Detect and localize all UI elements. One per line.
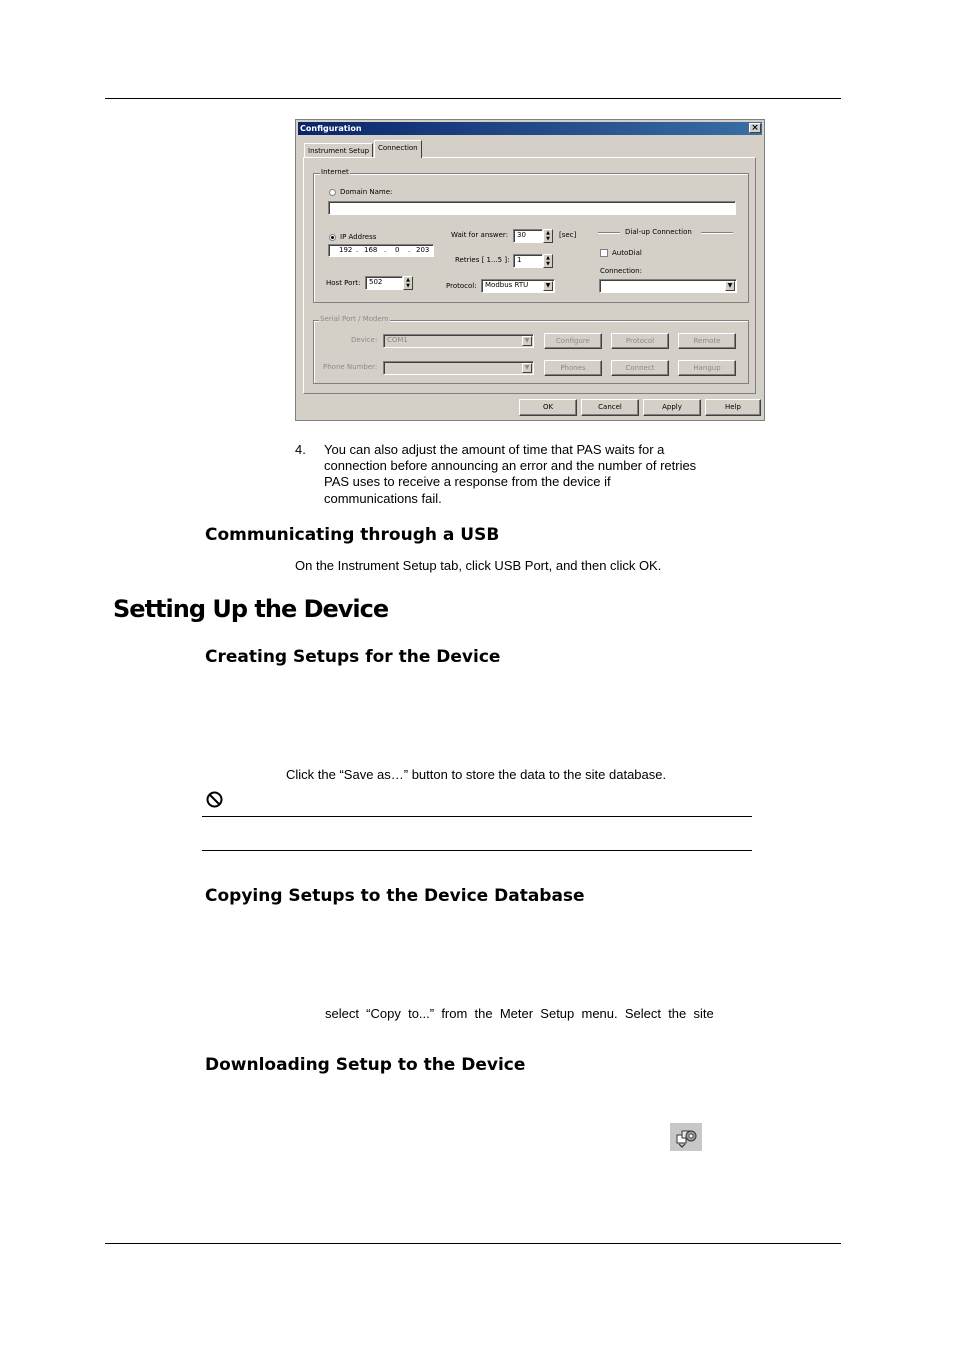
phones-button: Phones: [544, 360, 602, 376]
chevron-down-icon[interactable]: ▼: [725, 281, 735, 291]
apply-button[interactable]: Apply: [643, 399, 701, 416]
protocol-value: Modbus RTU: [485, 281, 529, 289]
dialog-title-bar: [298, 122, 762, 135]
host-port-field[interactable]: 502: [365, 276, 403, 290]
phone-number-label: Phone Number:: [323, 363, 378, 371]
step4-line-2: connection before announcing an error and the number of retries: [324, 458, 697, 473]
help-button[interactable]: Help: [705, 399, 761, 416]
ip-address-radio[interactable]: [329, 234, 336, 241]
creating-text: Click the “Save as…” button to store the data to the site database.: [286, 767, 667, 782]
tab-instrument-setup[interactable]: Instrument Setup: [304, 143, 373, 158]
device-select: [383, 334, 534, 348]
domain-name-radio[interactable]: [329, 189, 336, 196]
usb-heading: Communicating through a USB: [205, 525, 500, 545]
step-number: 4.: [295, 442, 306, 457]
creating-heading: Creating Setups for the Device: [205, 647, 501, 667]
retries-field[interactable]: 1: [513, 254, 543, 268]
phone-number-select: [383, 361, 534, 375]
step4-line-1: You can also adjust the amount of time that PAS waits for a: [324, 442, 665, 457]
ok-button[interactable]: OK: [519, 399, 577, 416]
ip-dot-3: .: [408, 246, 411, 254]
wait-unit-label: [sec]: [559, 231, 577, 239]
domain-name-label: Domain Name:: [340, 188, 393, 196]
domain-name-field[interactable]: [328, 201, 736, 215]
header-rule: [105, 98, 841, 99]
tab-connection[interactable]: Connection: [374, 140, 422, 158]
wait-for-answer-field[interactable]: 30: [513, 229, 543, 243]
step4-line-3: PAS uses to receive a response from the device if: [324, 474, 611, 489]
internet-group-label: Internet: [321, 168, 349, 176]
ip-octet-3: 0: [395, 246, 400, 254]
ip-dot-2: .: [384, 246, 387, 254]
note-rule-top: [202, 816, 752, 817]
connection-label: Connection:: [600, 267, 642, 275]
ip-dot-1: .: [356, 246, 359, 254]
protocol-select[interactable]: [481, 279, 555, 293]
ip-address-label: IP Address: [340, 233, 377, 241]
serial-port-group-label: Serial Port / Modem: [320, 315, 389, 323]
prohibited-icon: [206, 791, 223, 808]
connect-button: Connect: [611, 360, 669, 376]
chevron-down-icon[interactable]: ▼: [543, 281, 553, 291]
remote-button: Remote: [678, 333, 736, 349]
device-value: COM1: [387, 336, 408, 344]
copying-text: select “Copy to...” from the Meter Setup menu. Select the site: [325, 1006, 714, 1021]
wait-for-answer-spinner[interactable]: ▲ ▼: [543, 229, 553, 243]
protocol-label: Protocol:: [446, 282, 477, 290]
close-icon[interactable]: ×: [749, 123, 761, 133]
retries-label: Retries [ 1...5 ]:: [455, 256, 510, 264]
host-port-spinner[interactable]: ▲ ▼: [403, 276, 413, 290]
copying-heading: Copying Setups to the Device Database: [205, 886, 585, 906]
footer-rule: [105, 1243, 841, 1244]
dialog-title: Configuration: [300, 124, 362, 133]
step4-line-4: communications fail.: [324, 491, 442, 506]
ip-octet-4: 203: [416, 246, 430, 254]
hangup-button: Hangup: [678, 360, 736, 376]
cancel-button[interactable]: Cancel: [581, 399, 639, 416]
download-setup-icon[interactable]: [670, 1123, 702, 1151]
connection-panel: [303, 157, 756, 394]
dialup-divider-right: [701, 232, 733, 234]
downloading-heading: Downloading Setup to the Device: [205, 1055, 526, 1075]
connection-select[interactable]: [599, 279, 737, 293]
chevron-down-icon: ▼: [522, 363, 532, 373]
note-rule-bottom: [202, 850, 752, 851]
ip-octet-2: 168: [364, 246, 378, 254]
dialup-divider-left: [598, 232, 620, 234]
usb-text: On the Instrument Setup tab, click USB Port, and then click OK.: [295, 558, 662, 573]
dialup-connection-label: Dial-up Connection: [625, 228, 692, 236]
protocol-button: Protocol: [611, 333, 669, 349]
setup-heading: Setting Up the Device: [113, 595, 389, 623]
chevron-down-icon: ▼: [522, 336, 532, 346]
autodial-label: AutoDial: [612, 249, 642, 257]
wait-for-answer-label: Wait for answer:: [451, 231, 509, 239]
configuration-dialog: [295, 119, 765, 421]
host-port-label: Host Port:: [326, 279, 361, 287]
configure-button: Configure: [544, 333, 602, 349]
ip-octet-1: 192: [339, 246, 353, 254]
retries-spinner[interactable]: ▲ ▼: [543, 254, 553, 268]
autodial-checkbox[interactable]: [600, 249, 608, 257]
device-label: Device:: [351, 336, 378, 344]
ip-address-field[interactable]: [328, 244, 434, 257]
